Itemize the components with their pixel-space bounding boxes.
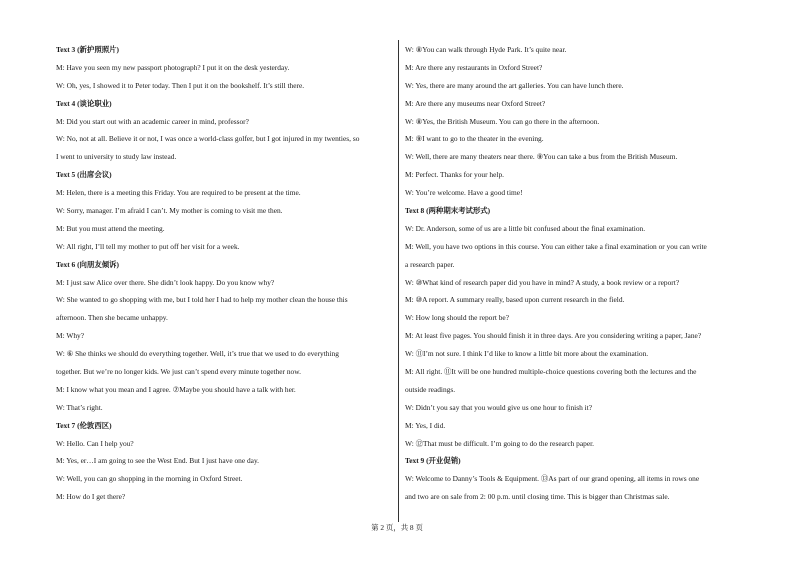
dialogue-line: M: How do I get there?	[56, 492, 126, 502]
dialogue-line: W: Well, there are many theaters near there. ⑨You can take a bus from the British Museum.	[405, 152, 678, 162]
dialogue-line: W: All right, I’ll tell my mother to put off her visit for a week.	[56, 241, 240, 251]
dialogue-line: W: Yes, there are many around the art galleries. You can have lunch there.	[405, 80, 624, 90]
dialogue-line: W: Welcome to Danny’s Tools & Equipment. ⑬As part of our grand opening, all items in rows one	[405, 474, 700, 484]
dialogue-line: W: ⑫That must be difficult. I’m going to do the research paper.	[405, 438, 595, 448]
dialogue-line: M: Have you seen my new passport photograph? I put it on the desk yesterday.	[56, 62, 290, 72]
dialogue-line: M: Helen, there is a meeting this Friday. You are required to be present at the time.	[56, 188, 301, 198]
dialogue-line: W: How long should the report be?	[405, 313, 509, 323]
dialogue-line: M: Yes, I did.	[405, 420, 446, 430]
dialogue-line: W: Oh, yes, I showed it to Peter today. Then I put it on the bookshelf. It’s still there.	[56, 80, 305, 90]
dialogue-line: W: ⑥ She thinks we should do everything together. Well, it’s true that we used to do everything	[56, 349, 339, 359]
dialogue-line: M: Are there any restaurants in Oxford Street?	[405, 62, 543, 72]
dialogue-line: W: Sorry, manager. I’m afraid I can’t. My mother is coming to visit me then.	[56, 206, 283, 216]
dialogue-line: I went to university to study law instead.	[56, 152, 177, 162]
dialogue-line: W: ⑪I’m not sure. I think I’d like to know a little bit more about the examination.	[405, 349, 649, 359]
dialogue-line: W: Didn’t you say that you would give us one hour to finish it?	[405, 402, 593, 412]
right-column	[405, 41, 741, 506]
left-column	[56, 41, 392, 506]
dialogue-line: M: Why?	[56, 331, 84, 341]
section-heading: Text 3 (新护照照片)	[56, 45, 119, 54]
section-heading: Text 6 (向朋友倾诉)	[56, 259, 119, 269]
dialogue-line: W: ⑩What kind of research paper did you have in mind? A study, a book review or a report?	[405, 277, 680, 287]
dialogue-line: W: ⑧Yes, the British Museum. You can go there in the afternoon.	[405, 116, 600, 126]
dialogue-line: outside readings.	[405, 384, 456, 394]
dialogue-line: afternoon. Then she became unhappy.	[56, 313, 168, 323]
dialogue-line: M: ⑨I want to go to the theater in the evening.	[405, 134, 544, 144]
dialogue-line: M: At least five pages. You should finish it in three days. Are you considering writing a paper, Jane?	[405, 331, 702, 341]
dialogue-line: M: Are there any museums near Oxford Street?	[405, 98, 546, 108]
dialogue-line: and two are on sale from 2: 00 p.m. until closing time. This is bigger than Christmas sale.	[405, 492, 670, 502]
dialogue-line: M: ⑩A report. A summary really, based upon current research in the field.	[405, 295, 625, 305]
dialogue-line: W: Hello. Can I help you?	[56, 438, 134, 448]
dialogue-line: W: Well, you can go shopping in the morning in Oxford Street.	[56, 474, 243, 484]
dialogue-line: M: Perfect. Thanks for your help.	[405, 170, 504, 180]
dialogue-line: together. But we’re no longer kids. We just can’t spend every minute together now.	[56, 367, 301, 377]
dialogue-line: M: All right. ⑪It will be one hundred multiple-choice questions covering both the lectures and the	[405, 367, 697, 377]
dialogue-line: M: I know what you mean and I agree. ⑦Maybe you should have a talk with her.	[56, 384, 296, 394]
dialogue-line: W: No, not at all. Believe it or not, I was once a world-class golfer, but I got injured in my twenties, so	[56, 134, 360, 144]
dialogue-line: W: Dr. Anderson, some of us are a little bit confused about the final examination.	[405, 223, 646, 233]
dialogue-line: M: Did you start out with an academic career in mind, professor?	[56, 116, 249, 126]
dialogue-line: W: That’s right.	[56, 402, 103, 412]
section-heading: Text 4 (谈论职业)	[56, 98, 112, 108]
dialogue-line: W: She wanted to go shopping with me, but I told her I had to help my mother clean the house this	[56, 295, 348, 305]
dialogue-line: a research paper.	[405, 259, 455, 269]
dialogue-line: W: You’re welcome. Have a good time!	[405, 188, 523, 198]
section-heading: Text 9 (开业促销)	[405, 456, 461, 466]
page-footer: 第 2 页，共 8 页	[371, 523, 423, 532]
section-heading: Text 8 (两种期末考试形式)	[405, 206, 491, 216]
dialogue-line: W: ⑧You can walk through Hyde Park. It’s quite near.	[405, 45, 567, 54]
section-heading: Text 5 (出席会议)	[56, 170, 112, 180]
dialogue-line: M: Well, you have two options in this course. You can either take a final examination or you can write	[405, 241, 707, 251]
dialogue-line: M: But you must attend the meeting.	[56, 223, 165, 233]
dialogue-line: M: Yes, er…I am going to see the West End. But I just have one day.	[56, 456, 260, 466]
section-heading: Text 7 (伦敦西区)	[56, 420, 112, 430]
column-divider	[398, 40, 399, 522]
dialogue-line: M: I just saw Alice over there. She didn’t look happy. Do you know why?	[56, 277, 275, 287]
